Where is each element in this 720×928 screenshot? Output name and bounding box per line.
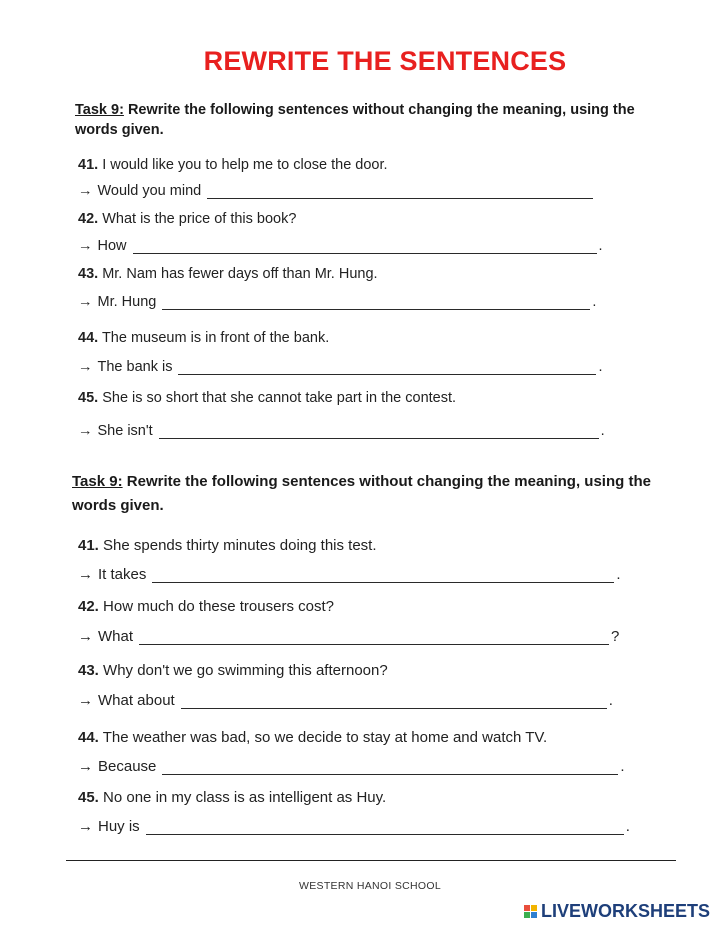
brand-text: LIVEWORKSHEETS <box>540 901 710 921</box>
answer-input-1-41[interactable] <box>211 179 591 197</box>
answer-row-2-45: → Huy is . <box>78 818 630 835</box>
answer-input-2-44[interactable] <box>166 755 616 773</box>
answer-row-1-43: → Mr. Hung . <box>78 294 596 310</box>
answer-blank[interactable] <box>181 708 607 709</box>
question-1-41: 41. I would like you to help me to close the door. <box>78 157 388 173</box>
answer-blank[interactable] <box>178 374 596 375</box>
task-label: Task 9: <box>72 473 123 490</box>
answer-row-2-42: → What ? <box>78 628 619 645</box>
answer-row-2-41: → It takes . <box>78 566 621 583</box>
page-title: REWRITE THE SENTENCES <box>203 46 567 76</box>
answer-blank[interactable] <box>159 438 599 439</box>
task-label: Task 9: <box>75 102 124 118</box>
task-instruction-1 <box>75 100 675 140</box>
answer-input-2-42[interactable] <box>143 625 607 643</box>
answer-input-1-44[interactable] <box>182 355 594 373</box>
answer-blank[interactable] <box>152 582 614 583</box>
answer-blank[interactable] <box>139 644 609 645</box>
task-text: Rewrite the following sentences without changing the meaning, using the words given. <box>72 473 651 514</box>
answer-row-1-45: → She isn't . <box>78 423 605 439</box>
answer-input-1-43[interactable] <box>166 290 588 308</box>
answer-input-1-42[interactable] <box>137 234 595 252</box>
answer-blank[interactable] <box>162 309 590 310</box>
answer-row-2-43: → What about . <box>78 692 613 709</box>
question-2-44: 44. The weather was bad, so we decide to stay at home and watch TV. <box>78 729 548 746</box>
question-2-45: 45. No one in my class is as intelligent as Huy. <box>78 789 387 806</box>
liveworksheets-icon <box>524 905 538 919</box>
question-1-44: 44. The museum is in front of the bank. <box>78 330 330 346</box>
brand-logo <box>524 901 710 922</box>
answer-blank[interactable] <box>133 253 597 254</box>
answer-row-2-44: → Because . <box>78 758 625 775</box>
answer-row-1-41: → Would you mind <box>78 183 593 199</box>
task-text: Rewrite the following sentences without changing the meaning, using the words given. <box>75 102 635 138</box>
answer-blank[interactable] <box>162 774 618 775</box>
question-1-43: 43. Mr. Nam has fewer days off than Mr. Hung. <box>78 266 378 282</box>
question-1-45: 45. She is so short that she cannot take part in the contest. <box>78 390 457 406</box>
question-2-41: 41. She spends thirty minutes doing this test. <box>78 537 377 554</box>
answer-row-1-44: → The bank is . <box>78 359 603 375</box>
answer-input-2-41[interactable] <box>156 563 612 581</box>
question-1-42: 42. What is the price of this book? <box>78 211 297 227</box>
question-2-42: 42. How much do these trousers cost? <box>78 598 334 615</box>
answer-blank[interactable] <box>146 834 624 835</box>
footer-school: WESTERN HANOI SCHOOL <box>299 880 441 892</box>
footer-divider <box>66 860 676 861</box>
question-2-43: 43. Why don't we go swimming this afternoon? <box>78 662 388 679</box>
answer-row-1-42: → How . <box>78 238 603 254</box>
answer-blank[interactable] <box>207 198 593 199</box>
answer-input-1-45[interactable] <box>163 419 597 437</box>
task-instruction-2 <box>72 470 684 518</box>
answer-input-2-45[interactable] <box>150 815 622 833</box>
answer-input-2-43[interactable] <box>185 689 605 707</box>
